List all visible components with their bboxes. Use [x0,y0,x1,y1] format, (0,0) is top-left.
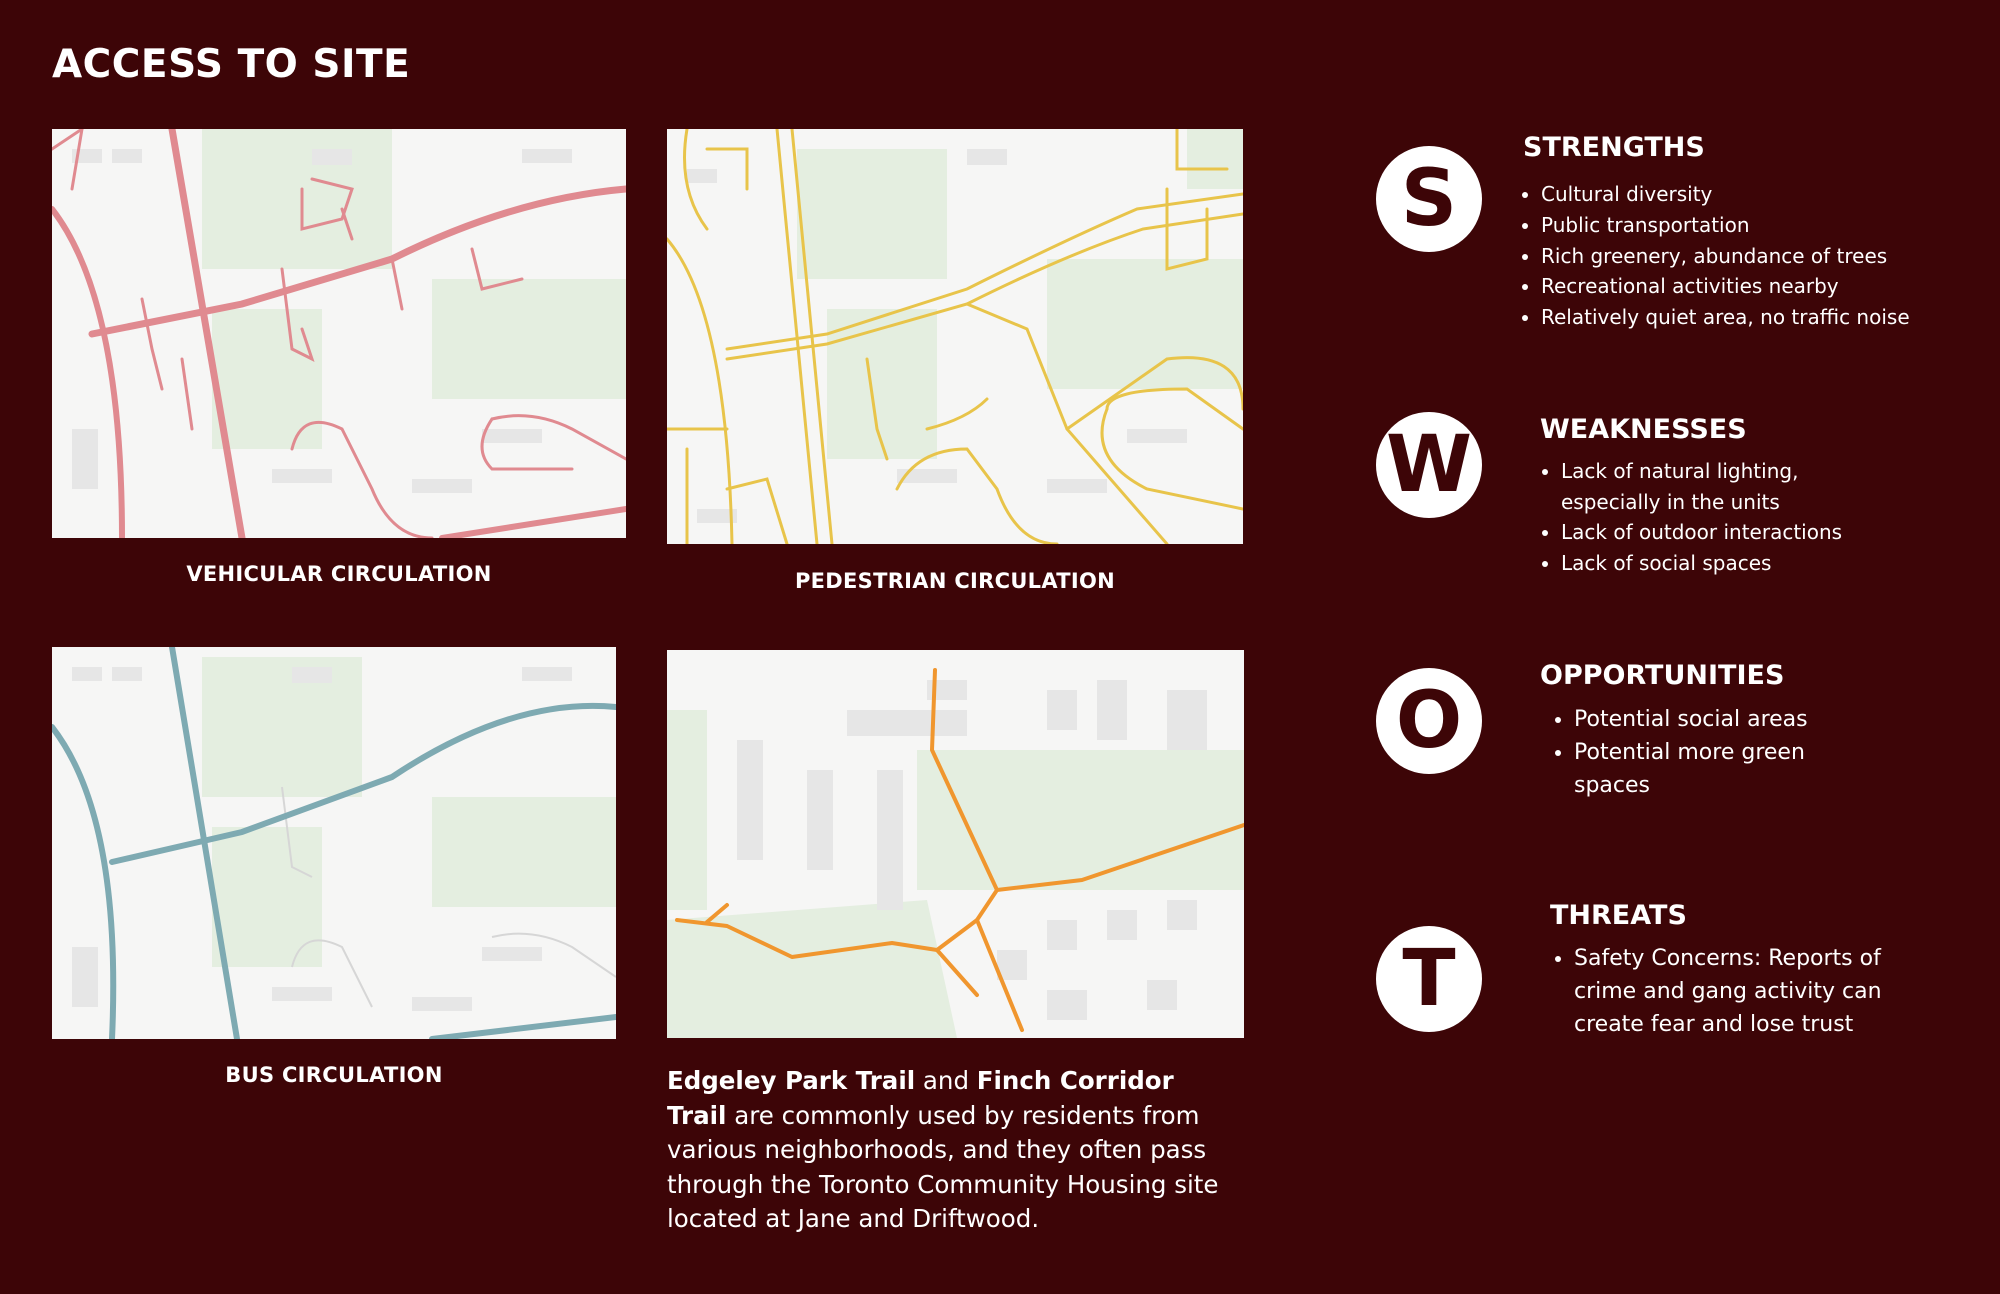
trail-map [667,650,1244,1038]
list-item: • Lack of social spaces [1561,548,1861,579]
trail-name-edgeley: Edgeley Park Trail [667,1066,916,1095]
caption-and: and [915,1066,977,1095]
vehicular-circulation-map [52,129,626,538]
opportunities-circle: O [1376,668,1482,774]
list-item: • Potential more green spaces [1574,736,1834,802]
pedestrian-circulation-label: PEDESTRIAN CIRCULATION [794,569,1116,593]
list-item: • Rich greenery, abundance of trees [1541,241,1981,272]
list-item: • Cultural diversity [1541,179,1981,210]
list-item: • Lack of outdoor interactions [1561,517,1861,548]
list-item: • Potential social areas [1574,703,1834,736]
bus-circulation-map [52,647,616,1039]
weaknesses-title: WEAKNESSES [1540,414,1747,445]
list-item: • Safety Concerns: Reports of crime and gang activity can create fear and lose trust [1574,942,1904,1041]
weaknesses-list [1539,456,1861,578]
strengths-list [1519,179,1981,333]
caption-body: are commonly used by residents from various neighborhoods, and they often pass through the Toronto Community Housing site located at Jane and Driftwood. [667,1100,1219,1233]
trail-caption [667,1064,1227,1237]
vehicular-circulation-label: VEHICULAR CIRCULATION [186,562,492,586]
opportunities-list [1552,703,1834,802]
list-item: • Recreational activities nearby [1541,271,1981,302]
strengths-circle: S [1376,146,1482,252]
bus-circulation-label: BUS CIRCULATION [225,1063,443,1087]
strengths-title: STRENGTHS [1523,132,1705,163]
weaknesses-circle: W [1376,412,1482,518]
threats-circle: T [1376,926,1482,1032]
opportunities-title: OPPORTUNITIES [1540,660,1785,691]
pedestrian-circulation-map [667,129,1243,544]
list-item: • Relatively quiet area, no traffic noise [1541,302,1981,333]
threats-title: THREATS [1550,900,1687,931]
list-item: • Lack of natural lighting, especially in the units [1561,456,1861,517]
list-item: • Public transportation [1541,210,1981,241]
threats-list [1552,942,1904,1041]
page-title: ACCESS TO SITE [52,42,411,87]
trail-name-finch: Finch Corridor Trail [667,1066,1174,1130]
